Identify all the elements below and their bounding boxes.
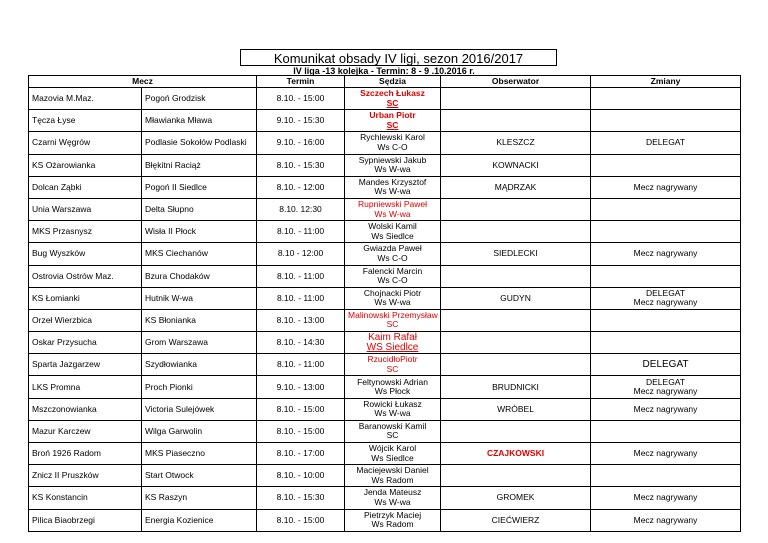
observer-cell [441, 265, 591, 287]
away-team-cell: Mławianka Mława [142, 110, 257, 132]
changes-cell [591, 354, 741, 376]
referee-name: RzucidłoPiotr [367, 354, 418, 365]
referee-region: Ws C-O [377, 275, 408, 286]
referee-region: Ws Siedlce [371, 452, 414, 463]
changes-line: Mecz nagrywany [633, 297, 698, 308]
table-row [29, 176, 741, 198]
home-team-cell: Bug Wyszków [29, 243, 142, 265]
referee-cell [345, 420, 441, 442]
referee-cell [345, 176, 441, 198]
home-team-cell: Znicz II Pruszków [29, 465, 142, 487]
changes-cell [591, 221, 741, 243]
referee-region: SC [386, 430, 399, 441]
away-team-cell: Energia Kozienice [142, 509, 257, 531]
home-team-cell: Czarni Węgrów [29, 132, 142, 154]
header-termin: Termin [257, 76, 345, 88]
home-team-cell: Sparta Jazgarzew [29, 354, 142, 376]
table-body [29, 88, 741, 532]
observer-cell: CIEĆWIERZ [441, 509, 591, 531]
away-team-cell: Wisła II Płock [142, 221, 257, 243]
observer-cell [441, 420, 591, 442]
away-team-cell: Bzura Chodaków [142, 265, 257, 287]
home-team-cell: Broń 1926 Radom [29, 443, 142, 465]
referee-cell [345, 309, 441, 331]
termin-cell: 8.10. - 15:00 [257, 88, 345, 110]
referee-name: Feltynowski Adrian [357, 376, 428, 387]
referee-region: Ws Radom [371, 474, 414, 485]
termin-cell: 8.10. - 15:00 [257, 420, 345, 442]
table-row [29, 376, 741, 398]
referee-cell [345, 221, 441, 243]
observer-cell [441, 110, 591, 132]
referee-region: SC [386, 119, 399, 130]
changes-cell [591, 487, 741, 509]
referee-cell [345, 243, 441, 265]
changes-line: Mecz nagrywany [633, 448, 698, 459]
termin-cell: 8.10. - 10:00 [257, 465, 345, 487]
referee-name: Malinowski Przemysław [348, 309, 438, 320]
changes-cell [591, 198, 741, 220]
changes-line: Mecz nagrywany [633, 514, 698, 525]
home-team-cell: Mszczonowianka [29, 398, 142, 420]
changes-cell [591, 309, 741, 331]
changes-line: DELEGAT [645, 288, 686, 299]
referee-name: Falencki Marcin [362, 265, 423, 276]
referee-name: Jenda Mateusz [363, 487, 422, 498]
referee-name: Urban Piotr [369, 110, 416, 121]
away-team-cell: KS Błonianka [142, 309, 257, 331]
referee-region: Ws W-wa [374, 208, 411, 219]
referee-cell [345, 354, 441, 376]
termin-cell: 8.10. - 11:00 [257, 221, 345, 243]
away-team-cell: Pogoń II Siedlce [142, 176, 257, 198]
termin-cell: 9.10. - 16:00 [257, 132, 345, 154]
changes-line: Mecz nagrywany [633, 403, 698, 414]
table-row [29, 132, 741, 154]
observer-cell [441, 309, 591, 331]
changes-cell [591, 443, 741, 465]
referee-region: Ws W-wa [374, 164, 411, 175]
home-team-cell: KS Ożarowianka [29, 154, 142, 176]
observer-cell: BRUDNICKI [441, 376, 591, 398]
observer-cell: GROMEK [441, 487, 591, 509]
referee-region: Ws Siedlce [371, 230, 414, 241]
home-team-cell: Dolcan Ząbki [29, 176, 142, 198]
table-row [29, 154, 741, 176]
round-subtitle: IV liga -13 kolejka - Termin: 8 - 9 .10.2016 r. [293, 66, 475, 76]
table-row [29, 443, 741, 465]
referee-cell [345, 465, 441, 487]
away-team-cell: Błękitni Raciąż [142, 154, 257, 176]
termin-cell: 8.10. - 11:00 [257, 265, 345, 287]
referee-name: Baranowski Kamil [358, 420, 427, 431]
table-row [29, 265, 741, 287]
termin-cell: 8.10. - 15:30 [257, 154, 345, 176]
changes-cell [591, 176, 741, 198]
header-mecz: Mecz [29, 76, 257, 88]
home-team-cell: Oskar Przysucha [29, 332, 142, 354]
referee-name: Chojnacki Piotr [363, 287, 422, 298]
table-row [29, 465, 741, 487]
table-row [29, 309, 741, 331]
referee-cell [345, 154, 441, 176]
table-row [29, 243, 741, 265]
changes-line: Mecz nagrywany [633, 386, 698, 397]
termin-cell: 8.10. - 15:00 [257, 398, 345, 420]
observer-cell: KLESZCZ [441, 132, 591, 154]
away-team-cell: Grom Warszawa [142, 332, 257, 354]
table-row [29, 398, 741, 420]
changes-cell [591, 509, 741, 531]
referee-cell [345, 332, 441, 354]
referee-name: Kaim Rafał [368, 332, 417, 344]
changes-line: Mecz nagrywany [633, 492, 698, 503]
changes-line: DELEGAT [642, 359, 689, 371]
referee-cell [345, 287, 441, 309]
changes-cell [591, 398, 741, 420]
away-team-cell: Proch Pionki [142, 376, 257, 398]
termin-cell: 8.10. - 13:00 [257, 309, 345, 331]
referee-region: Ws Płock [374, 386, 411, 397]
home-team-cell: MKS Przasnysz [29, 221, 142, 243]
changes-cell [591, 376, 741, 398]
termin-cell: 8.10. - 15:00 [257, 509, 345, 531]
referee-region: Ws C-O [377, 141, 408, 152]
changes-cell [591, 88, 741, 110]
home-team-cell: Mazovia M.Maz. [29, 88, 142, 110]
referee-region: Ws W-wa [374, 186, 411, 197]
referee-region: Ws C-O [377, 252, 408, 263]
table-row [29, 221, 741, 243]
termin-cell: 8.10. - 15:30 [257, 487, 345, 509]
away-team-cell: Hutnik W-wa [142, 287, 257, 309]
referee-region: Ws Radom [371, 519, 414, 530]
referee-name: Gwiazda Paweł [363, 243, 422, 254]
table-row [29, 198, 741, 220]
changes-line: DELEGAT [645, 137, 686, 148]
termin-cell: 9.10. - 15:30 [257, 110, 345, 132]
home-team-cell: KS Konstancin [29, 487, 142, 509]
referee-cell [345, 88, 441, 110]
home-team-cell: Mazur Karczew [29, 420, 142, 442]
table-row [29, 110, 741, 132]
observer-cell: CZAJKOWSKI [441, 443, 591, 465]
referee-name: Wójcik Karol [368, 443, 417, 454]
referee-name: Wolski Kamil [368, 221, 417, 232]
home-team-cell: Tęcza Łyse [29, 110, 142, 132]
page-title: Komunikat obsady IV ligi, sezon 2016/2017 [240, 49, 557, 66]
referee-cell [345, 132, 441, 154]
termin-cell: 8.10. - 11:00 [257, 287, 345, 309]
referee-cell [345, 265, 441, 287]
observer-cell: GUDYN [441, 287, 591, 309]
referee-cell [345, 376, 441, 398]
observer-cell [441, 198, 591, 220]
table-row [29, 420, 741, 442]
observer-cell: MĄDRZAK [441, 176, 591, 198]
table-row [29, 88, 741, 110]
away-team-cell: Podlasie Sokołów Podlaski [142, 132, 257, 154]
referee-region: Ws W-wa [374, 297, 411, 308]
termin-cell: 8.10 - 12:00 [257, 243, 345, 265]
observer-cell: SIEDLECKI [441, 243, 591, 265]
referee-cell [345, 110, 441, 132]
away-team-cell: Pogoń Grodzisk [142, 88, 257, 110]
termin-cell: 8.10. - 12:00 [257, 176, 345, 198]
table-row [29, 354, 741, 376]
away-team-cell: KS Raszyn [142, 487, 257, 509]
away-team-cell: Delta Słupno [142, 198, 257, 220]
changes-cell [591, 420, 741, 442]
header-sedzia: Sędzia [345, 76, 441, 88]
observer-cell [441, 88, 591, 110]
changes-cell [591, 110, 741, 132]
observer-cell [441, 332, 591, 354]
referee-cell [345, 198, 441, 220]
home-team-cell: LKS Promna [29, 376, 142, 398]
referee-name: Pietrzyk Maciej [363, 509, 422, 520]
away-team-cell: MKS Piaseczno [142, 443, 257, 465]
header-zmiany: Zmiany [591, 76, 741, 88]
termin-cell: 8.10. - 11:00 [257, 354, 345, 376]
referee-name: Rychlewski Karol [360, 132, 425, 143]
table-row [29, 509, 741, 531]
changes-cell [591, 332, 741, 354]
referee-cell [345, 398, 441, 420]
observer-cell [441, 354, 591, 376]
referee-name: Rupniewski Paweł [358, 199, 427, 210]
changes-line: Mecz nagrywany [633, 248, 698, 259]
changes-line: Mecz nagrywany [633, 181, 698, 192]
away-team-cell: Szydłowianka [142, 354, 257, 376]
referee-name: Mandes Krzysztof [358, 176, 427, 187]
referee-cell [345, 487, 441, 509]
referee-cell [345, 443, 441, 465]
changes-line: DELEGAT [645, 377, 686, 388]
referee-region: SC [386, 363, 399, 374]
home-team-cell: Orzeł Wierzbica [29, 309, 142, 331]
table-row [29, 487, 741, 509]
referee-region: SC [386, 319, 399, 330]
away-team-cell: MKS Ciechanów [142, 243, 257, 265]
referee-name: Sypniewski Jakub [358, 154, 427, 165]
referee-name: Szczech Łukasz [360, 88, 425, 99]
termin-cell: 8.10. - 17:00 [257, 443, 345, 465]
referee-name: Rowicki Łukasz [363, 398, 422, 409]
home-team-cell: Unia Warszawa [29, 198, 142, 220]
assignments-table [28, 75, 741, 532]
table-row [29, 332, 741, 354]
observer-cell: WRÓBEL [441, 398, 591, 420]
table-row [29, 287, 741, 309]
changes-cell [591, 154, 741, 176]
home-team-cell: Pilica Biaobrzegi [29, 509, 142, 531]
referee-name: Maciejewski Daniel [356, 465, 429, 476]
termin-cell: 8.10. - 14:30 [257, 332, 345, 354]
away-team-cell: Start Otwock [142, 465, 257, 487]
observer-cell: KOWNACKI [441, 154, 591, 176]
observer-cell [441, 465, 591, 487]
changes-cell [591, 132, 741, 154]
away-team-cell: Wilga Garwolin [142, 420, 257, 442]
referee-cell [345, 509, 441, 531]
observer-cell [441, 221, 591, 243]
home-team-cell: Ostrovia Ostrów Maz. [29, 265, 142, 287]
changes-cell [591, 265, 741, 287]
away-team-cell: Victoria Sulejówek [142, 398, 257, 420]
referee-region: Ws W-wa [374, 496, 411, 507]
home-team-cell: KS Łomianki [29, 287, 142, 309]
table-header-row [29, 76, 741, 88]
termin-cell: 9.10. - 13:00 [257, 376, 345, 398]
referee-region: WS Siedlce [366, 341, 419, 353]
changes-cell [591, 243, 741, 265]
termin-cell: 8.10. 12:30 [257, 198, 345, 220]
header-obserwator: Obserwator [441, 76, 591, 88]
changes-cell [591, 465, 741, 487]
referee-region: SC [386, 97, 399, 108]
referee-region: Ws W-wa [374, 408, 411, 419]
changes-cell [591, 287, 741, 309]
